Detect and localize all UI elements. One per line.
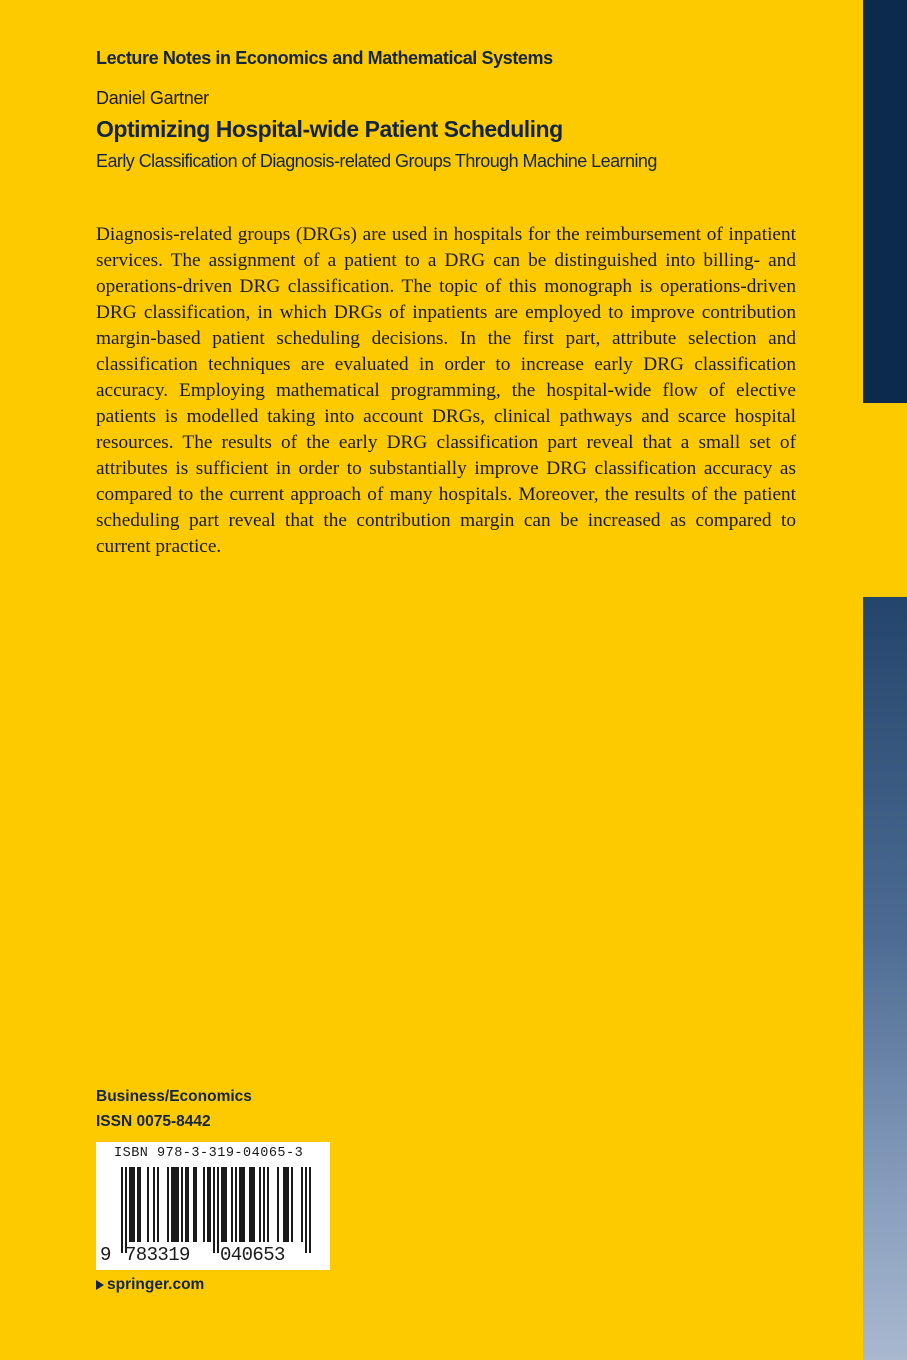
barcode-bar xyxy=(187,1167,189,1242)
barcode-lead-digit: 9 xyxy=(100,1244,112,1266)
barcode-bar xyxy=(193,1167,195,1242)
barcode-bar xyxy=(283,1167,285,1242)
barcode-bar xyxy=(253,1167,255,1242)
barcode-bar xyxy=(177,1167,179,1242)
barcode-bar xyxy=(171,1167,173,1242)
barcode-bar xyxy=(249,1167,251,1242)
barcode-bar xyxy=(239,1167,241,1242)
barcode-bar xyxy=(207,1167,209,1242)
book-subtitle: Early Classification of Diagnosis-related Groups Through Machine Learning xyxy=(96,151,657,171)
book-title: Optimizing Hospital-wide Patient Scheduling xyxy=(96,116,563,142)
arrow-right-icon xyxy=(96,1280,104,1290)
barcode-bar xyxy=(259,1167,261,1242)
barcode-bar xyxy=(195,1167,197,1242)
barcode-bar xyxy=(139,1167,141,1242)
barcode-bar xyxy=(251,1167,253,1242)
barcode-bar xyxy=(267,1167,269,1242)
author-name: Daniel Gartner xyxy=(96,88,209,108)
barcode-bar xyxy=(121,1167,123,1253)
barcode-bar xyxy=(209,1167,211,1242)
barcode-bar xyxy=(285,1167,287,1242)
series-title: Lecture Notes in Economics and Mathematical Systems xyxy=(96,48,553,68)
barcode-bar xyxy=(231,1167,233,1242)
barcode-bar xyxy=(305,1167,307,1253)
barcode-bar xyxy=(133,1167,135,1242)
barcode-bar xyxy=(203,1167,205,1242)
barcode-label xyxy=(96,1142,330,1270)
barcode-digits-left: 783319 xyxy=(125,1244,190,1266)
subject-category: Business/Economics xyxy=(96,1088,252,1105)
issn-number: ISSN 0075-8442 xyxy=(96,1113,211,1130)
spine-band-top xyxy=(863,0,907,403)
barcode-bar xyxy=(173,1167,175,1242)
barcode-bar xyxy=(131,1167,133,1242)
barcode-bar xyxy=(185,1167,187,1242)
barcode-bar xyxy=(147,1167,149,1242)
barcode-bar xyxy=(225,1167,227,1242)
barcode-bar xyxy=(291,1167,293,1242)
barcode-bar xyxy=(129,1167,131,1242)
barcode-bar xyxy=(125,1167,127,1253)
barcode-bar xyxy=(277,1167,279,1242)
barcode-bar xyxy=(235,1167,237,1242)
barcode-bar xyxy=(243,1167,245,1242)
barcode-bar xyxy=(263,1167,265,1242)
barcode-bar xyxy=(153,1167,155,1242)
barcode-bar xyxy=(157,1167,159,1242)
publisher-link[interactable] xyxy=(96,1276,204,1294)
barcode-bar xyxy=(287,1167,289,1242)
barcode-bar xyxy=(137,1167,139,1242)
barcode-bar xyxy=(167,1167,169,1242)
publisher-url: springer.com xyxy=(107,1276,205,1293)
spine-band-bottom xyxy=(863,597,907,1360)
abstract-text: Diagnosis-related groups (DRGs) are used in hospitals for the reimbursement of inpatient services. The assignment of a patient to a DRG can be distinguished into billing- and operations-driven DRG classification. The topic of this monograph is operations-driven DRG classification, in which DRGs of inpatients are employed to improve contribution margin-based patient scheduling decisions. In the first part, attribute selection and classification techniques are evaluated in order to increase early DRG classification accuracy. Employing mathematical programming, the hospital-wide flow of elective patients is modelled taking into account DRGs, clinical pathways and scarce hospital resources. The results of the early DRG classification part reveal that a small set of attributes is sufficient in order to substantially improve DRG classification accuracy as compared to the current approach of many hospitals. Moreover, the results of the patient scheduling part reveal that the contribution margin can be increased as compared to current practice. xyxy=(96,224,796,557)
barcode-bar xyxy=(223,1167,225,1242)
barcode-bar xyxy=(175,1167,177,1242)
isbn-text: ISBN 978-3-319-04065-3 xyxy=(114,1146,304,1161)
barcode-bar xyxy=(309,1167,311,1253)
barcode-bar xyxy=(213,1167,215,1253)
barcode-bar xyxy=(301,1167,303,1242)
barcode-bar xyxy=(181,1167,183,1242)
barcode-bar xyxy=(221,1167,223,1242)
barcode-bar xyxy=(241,1167,243,1242)
barcode-digits-right: 040653 xyxy=(220,1244,285,1266)
barcode-bar xyxy=(217,1167,219,1253)
